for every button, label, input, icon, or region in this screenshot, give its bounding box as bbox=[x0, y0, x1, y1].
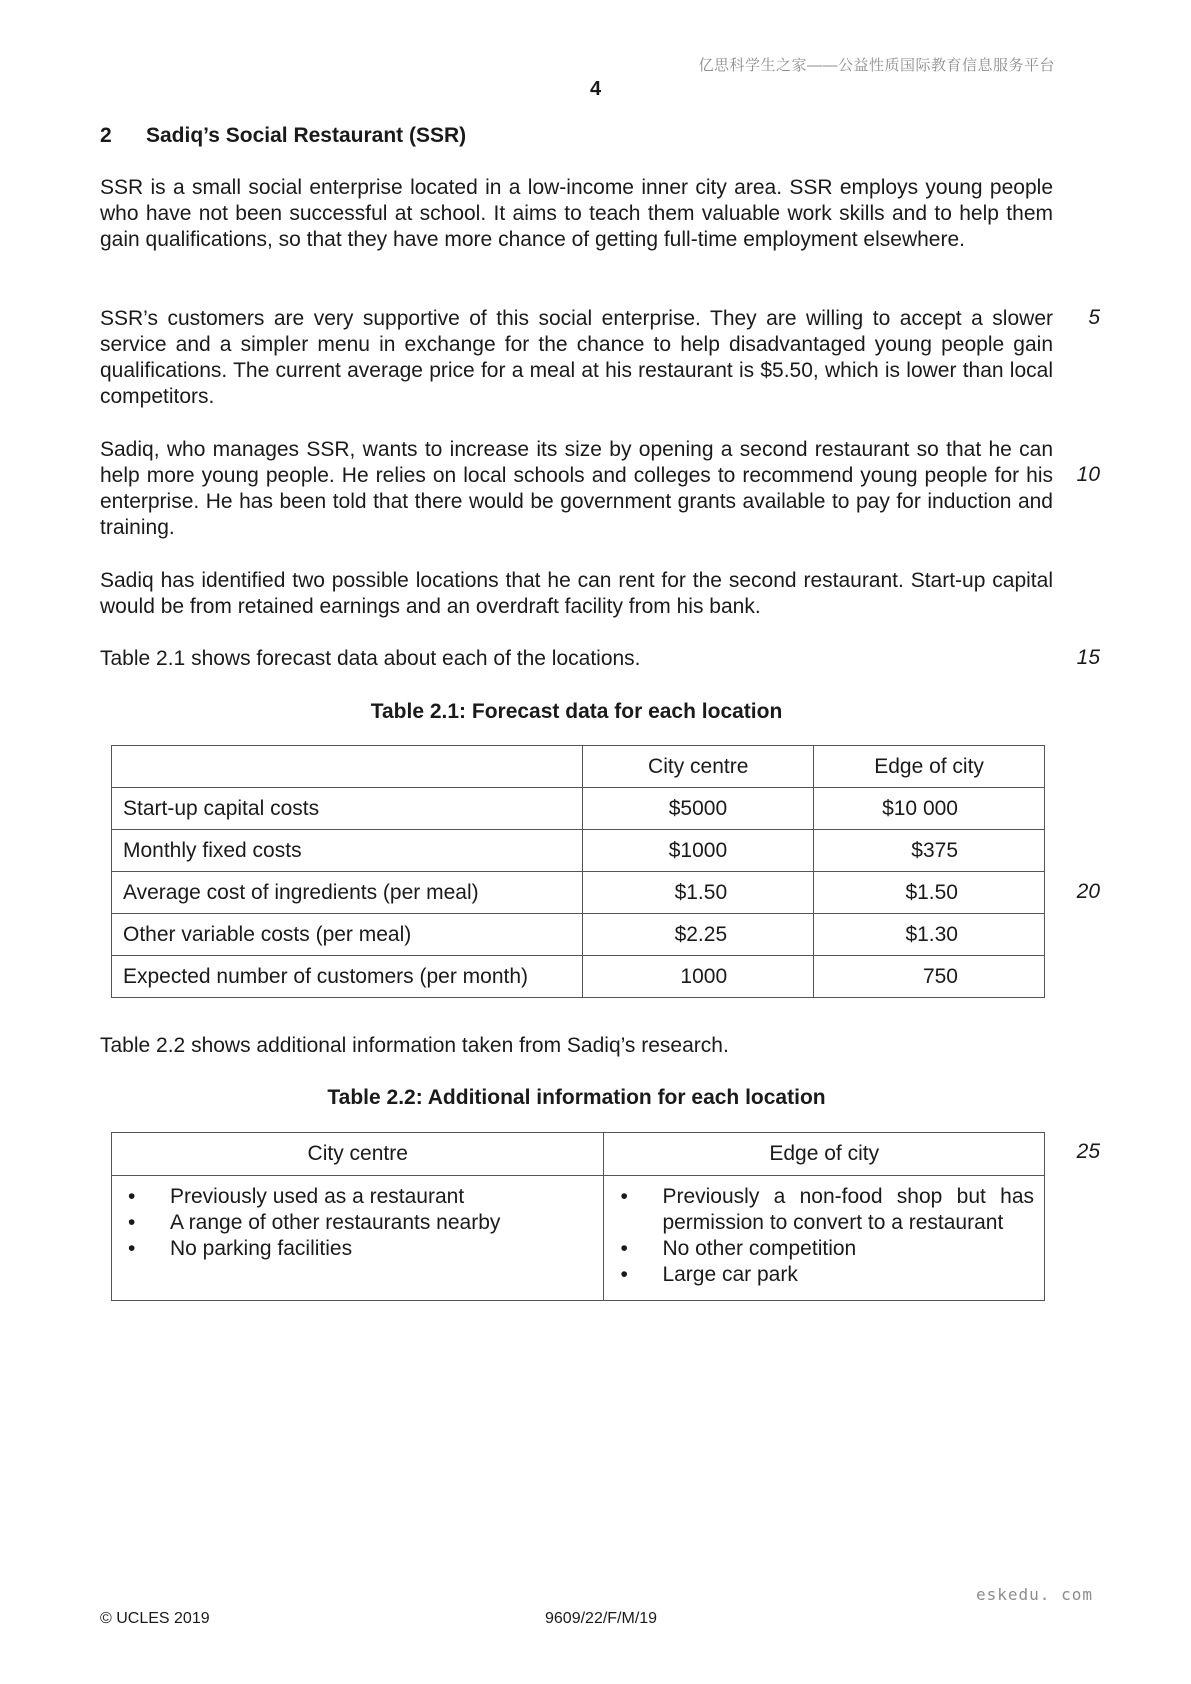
paragraph-1: SSR is a small social enterprise located in a low-income inner city area. SSR employs young people who have not been successful at school. It aims to teach them valuable work skills and to help them gain qualifications, so that they have more chance of getting full-time employment elsewhere. bbox=[100, 176, 1053, 251]
table-cell: $1.50 bbox=[814, 872, 1045, 914]
row-label: Other variable costs (per meal) bbox=[112, 914, 583, 956]
row-label: Expected number of customers (per month) bbox=[112, 956, 583, 998]
table-row bbox=[112, 830, 1045, 872]
header-watermark: 亿思科学生之家——公益性质国际教育信息服务平台 bbox=[698, 57, 1055, 74]
forecast-table bbox=[111, 745, 1045, 998]
question-heading bbox=[100, 124, 466, 148]
table-cell: 1000 bbox=[583, 956, 814, 998]
table-header-cell: Edge of city bbox=[814, 746, 1045, 788]
table-row bbox=[112, 1176, 1045, 1301]
footer-watermark: eskedu. com bbox=[976, 1585, 1093, 1604]
list-item: • Large car park bbox=[614, 1262, 1034, 1288]
line-number-5: 5 bbox=[1088, 306, 1100, 329]
table-row bbox=[112, 788, 1045, 830]
table-header-cell: City centre bbox=[583, 746, 814, 788]
table-cell: $10 000 bbox=[814, 788, 1045, 830]
table-header-row bbox=[112, 1133, 1045, 1176]
question-title: Sadiq’s Social Restaurant (SSR) bbox=[146, 124, 467, 147]
paragraph-3: Sadiq, who manages SSR, wants to increase its size by opening a second restaurant so that he can help more young people. He relies on local schools and colleges to recommend young people for his enterprise. He has been told that there would be government grants available to pay for induction and training. bbox=[100, 438, 1053, 539]
table-cell: 750 bbox=[814, 956, 1045, 998]
line-number-10: 10 bbox=[1076, 463, 1100, 486]
edge-of-city-list bbox=[614, 1184, 1034, 1288]
footer-copyright: © UCLES 2019 bbox=[100, 1610, 210, 1627]
paragraph-5: Table 2.1 shows forecast data about each of the locations. bbox=[100, 647, 641, 670]
table-cell: $1.50 bbox=[583, 872, 814, 914]
list-item: • A range of other restaurants nearby bbox=[122, 1210, 593, 1236]
line-number-15: 15 bbox=[1076, 646, 1100, 669]
question-number: 2 bbox=[100, 124, 112, 147]
row-label: Average cost of ingredients (per meal) bbox=[112, 872, 583, 914]
table-header-cell: Edge of city bbox=[604, 1133, 1045, 1176]
city-centre-cell bbox=[112, 1176, 604, 1301]
table1-caption: Table 2.1: Forecast data for each location bbox=[370, 700, 783, 723]
list-item: • No parking facilities bbox=[122, 1236, 593, 1262]
city-centre-list bbox=[122, 1184, 593, 1262]
page-number: 4 bbox=[589, 78, 602, 100]
table-header-row bbox=[112, 746, 1045, 788]
table-cell bbox=[112, 746, 583, 788]
table-cell: $1.30 bbox=[814, 914, 1045, 956]
table-header-cell: City centre bbox=[112, 1133, 604, 1176]
paragraph-2: SSR’s customers are very supportive of this social enterprise. They are willing to accept a slower service and a simpler menu in exchange for the chance to help disadvantaged young people gain qualifications. The current average price for a meal at his restaurant is $5.50, which is lower than local competitors. bbox=[100, 307, 1053, 408]
table-cell: $5000 bbox=[583, 788, 814, 830]
row-label: Start-up capital costs bbox=[112, 788, 583, 830]
table-row bbox=[112, 872, 1045, 914]
list-item: • No other competition bbox=[614, 1236, 1034, 1262]
table-cell: $2.25 bbox=[583, 914, 814, 956]
footer-paper-code: 9609/22/F/M/19 bbox=[545, 1610, 658, 1627]
list-item: • Previously used as a restaurant bbox=[122, 1184, 593, 1210]
line-number-25: 25 bbox=[1076, 1140, 1100, 1163]
paragraph-4: Sadiq has identified two possible locations that he can rent for the second restaurant. Start-up capital would be from retained earnings and an overdraft facility from his bank. bbox=[100, 569, 1053, 618]
table-row bbox=[112, 914, 1045, 956]
edge-of-city-cell bbox=[604, 1176, 1045, 1301]
table-cell: $1000 bbox=[583, 830, 814, 872]
additional-info-table bbox=[111, 1132, 1045, 1301]
table2-intro: Table 2.2 shows additional information taken from Sadiq’s research. bbox=[100, 1034, 729, 1057]
table-row bbox=[112, 956, 1045, 998]
list-item: • Previously a non-food shop but has permission to convert to a restaurant bbox=[614, 1184, 1034, 1236]
table-cell: $375 bbox=[814, 830, 1045, 872]
line-number-20: 20 bbox=[1076, 880, 1100, 903]
row-label: Monthly fixed costs bbox=[112, 830, 583, 872]
table2-caption: Table 2.2: Additional information for each location bbox=[327, 1086, 826, 1109]
